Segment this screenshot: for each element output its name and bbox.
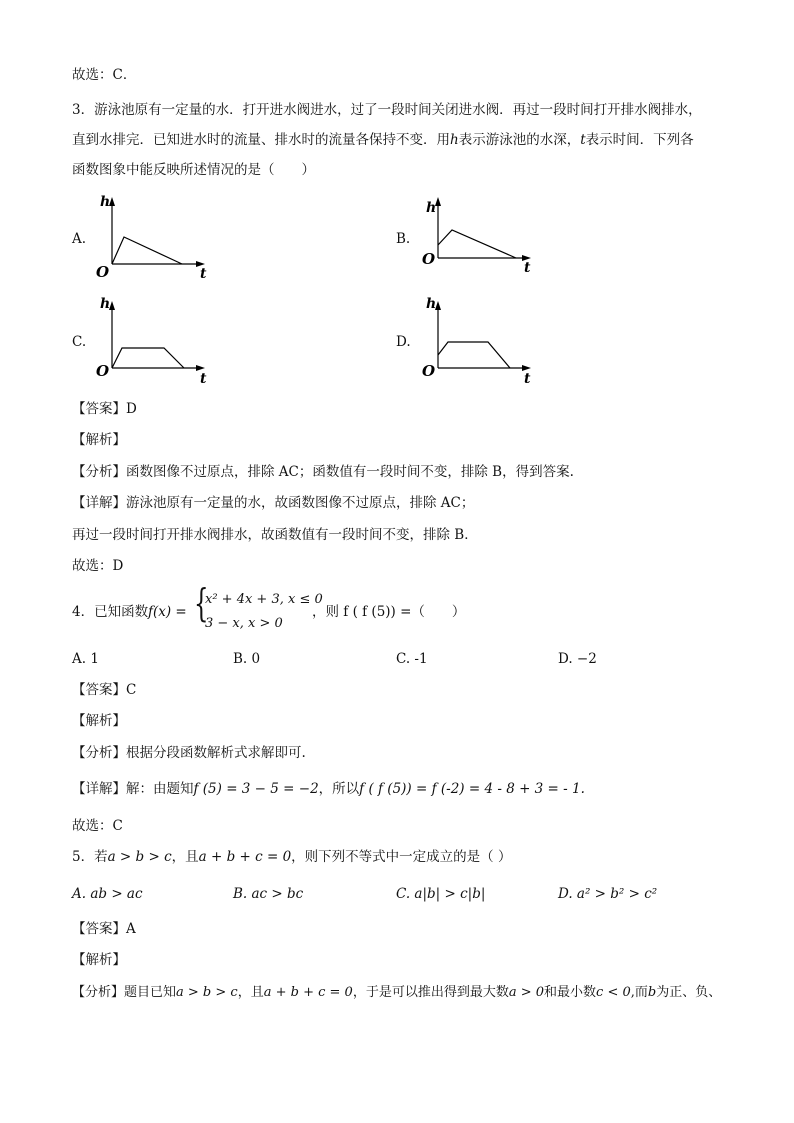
var-h: h <box>450 132 459 148</box>
q5-answer: 【答案】A <box>72 921 136 937</box>
q3-stem-line2 <box>72 131 694 149</box>
q5-formula: a > b > c <box>107 849 172 865</box>
q4-xiangjie-text: 【详解】解：由题知 <box>72 781 194 797</box>
q3-xiangjie-1: 【详解】游泳池原有一定量的水，故函数图像不过原点，排除 AC； <box>72 495 475 511</box>
q3-xiangjie-2: 再过一段时间打开排水阀排水，故函数值有一段时间不变，排除 B． <box>72 527 478 543</box>
q4-fx: f(x) = <box>148 604 187 620</box>
q4-prefix: 4．已知函数 <box>72 604 149 620</box>
q5-option-b: B. ac > bc <box>233 886 304 902</box>
q4-answer: 【答案】C <box>72 682 137 698</box>
q3-guxuan: 故选：D <box>72 558 124 574</box>
q3-stem-line1: 3．游泳池原有一定量的水．打开进水阀进水，过了一段时间关闭进水阀．再过一段时间打开排水阀排水， <box>72 102 702 118</box>
axis-h-label: h <box>100 194 111 210</box>
q5-option-d: D. a² > b² > c² <box>558 886 658 902</box>
option-d-label: D. <box>396 334 411 350</box>
var-t: t <box>580 132 586 148</box>
q4-option-c: C. -1 <box>396 651 428 667</box>
axis-h-label: h <box>100 296 111 312</box>
origin-label: O <box>422 250 436 268</box>
q4-case-1: x² + 4x + 3, x ≤ 0 <box>205 592 323 607</box>
q5-formula: a > 0 <box>508 985 545 1000</box>
q5-fenxi-text: ，于是可以推出得到最大数 <box>352 985 509 1000</box>
q4-suffix: ，则 f ( f (5)) =（ ） <box>312 604 466 620</box>
graph-b <box>418 192 548 282</box>
q5-fenxi-text: 和最小数 <box>544 985 597 1000</box>
q3-answer: 【答案】D <box>72 401 137 417</box>
axis-h-label: h <box>426 296 437 312</box>
q4-case-2: 3 − x, x > 0 <box>205 616 283 631</box>
option-a-label: A. <box>72 231 87 247</box>
graph-d <box>418 294 548 386</box>
axis-t-label: t <box>200 266 207 282</box>
axis-h-label: h <box>426 200 437 216</box>
q5-text: 5．若 <box>72 849 108 865</box>
q4-option-d: D. −2 <box>558 651 597 667</box>
q5-stem <box>72 848 511 866</box>
q5-formula: a + b + c = 0 <box>263 985 353 1000</box>
q3-text: 直到水排完．已知进水时的流量、排水时的流量各保持不变．用 <box>72 132 450 148</box>
q5-text: ，则下列不等式中一定成立的是（ ） <box>291 849 512 865</box>
q5-option-c: C. a|b| > c|b| <box>396 886 486 902</box>
q4-fenxi: 【分析】根据分段函数解析式求解即可. <box>72 745 306 761</box>
q3-jiexi: 【解析】 <box>72 432 126 448</box>
graph-a <box>92 192 222 282</box>
q4-formula: f ( f (5)) = f (-2) = 4 - 8 + 3 = - 1. <box>359 781 585 797</box>
origin-label: O <box>422 362 436 380</box>
q4-option-a: A. 1 <box>72 651 99 667</box>
q5-fenxi-text: 【分析】题目已知 <box>72 985 177 1000</box>
q5-fenxi-text: 为正、负、 <box>656 985 722 1000</box>
prev-answer-line: 故选：C． <box>72 67 137 83</box>
q4-formula: f (5) = 3 − 5 = −2 <box>193 781 319 797</box>
q5-option-a: A. ab > ac <box>72 886 143 902</box>
q5-formula: c < 0 <box>596 985 631 1000</box>
q5-fenxi-text: ,而 <box>630 985 648 1000</box>
piecewise-brace: { <box>194 581 209 625</box>
q4-xiangjie <box>72 780 585 798</box>
q5-formula: a + b + c = 0 <box>198 849 292 865</box>
graph-c <box>92 294 222 386</box>
q3-fenxi: 【分析】函数图像不过原点，排除 AC；函数值有一段时间不变，排除 B，得到答案. <box>72 464 574 480</box>
q5-fenxi-text: ，且 <box>237 985 264 1000</box>
q4-xiangjie-text: ，所以 <box>318 781 360 797</box>
q5-formula: a > b > c <box>176 985 238 1000</box>
axis-t-label: t <box>524 371 531 386</box>
q5-jiexi: 【解析】 <box>72 952 126 968</box>
origin-label: O <box>96 263 110 281</box>
option-b-label: B. <box>396 231 411 247</box>
q3-text: 表示游泳池的水深， <box>458 132 581 148</box>
q4-jiexi: 【解析】 <box>72 713 126 729</box>
q4-option-b: B. 0 <box>233 651 261 667</box>
q5-fenxi <box>72 984 721 1002</box>
axis-t-label: t <box>524 260 531 276</box>
axis-t-label: t <box>200 371 207 386</box>
q5-text: ，且 <box>171 849 199 865</box>
q4-guxuan: 故选：C <box>72 818 123 834</box>
q5-formula: b <box>647 985 657 1000</box>
q3-stem-line3: 函数图象中能反映所述情况的是（ ） <box>72 162 315 178</box>
option-c-label: C. <box>72 334 87 350</box>
origin-label: O <box>96 362 110 380</box>
q3-text: 表示时间．下列各 <box>585 132 694 148</box>
